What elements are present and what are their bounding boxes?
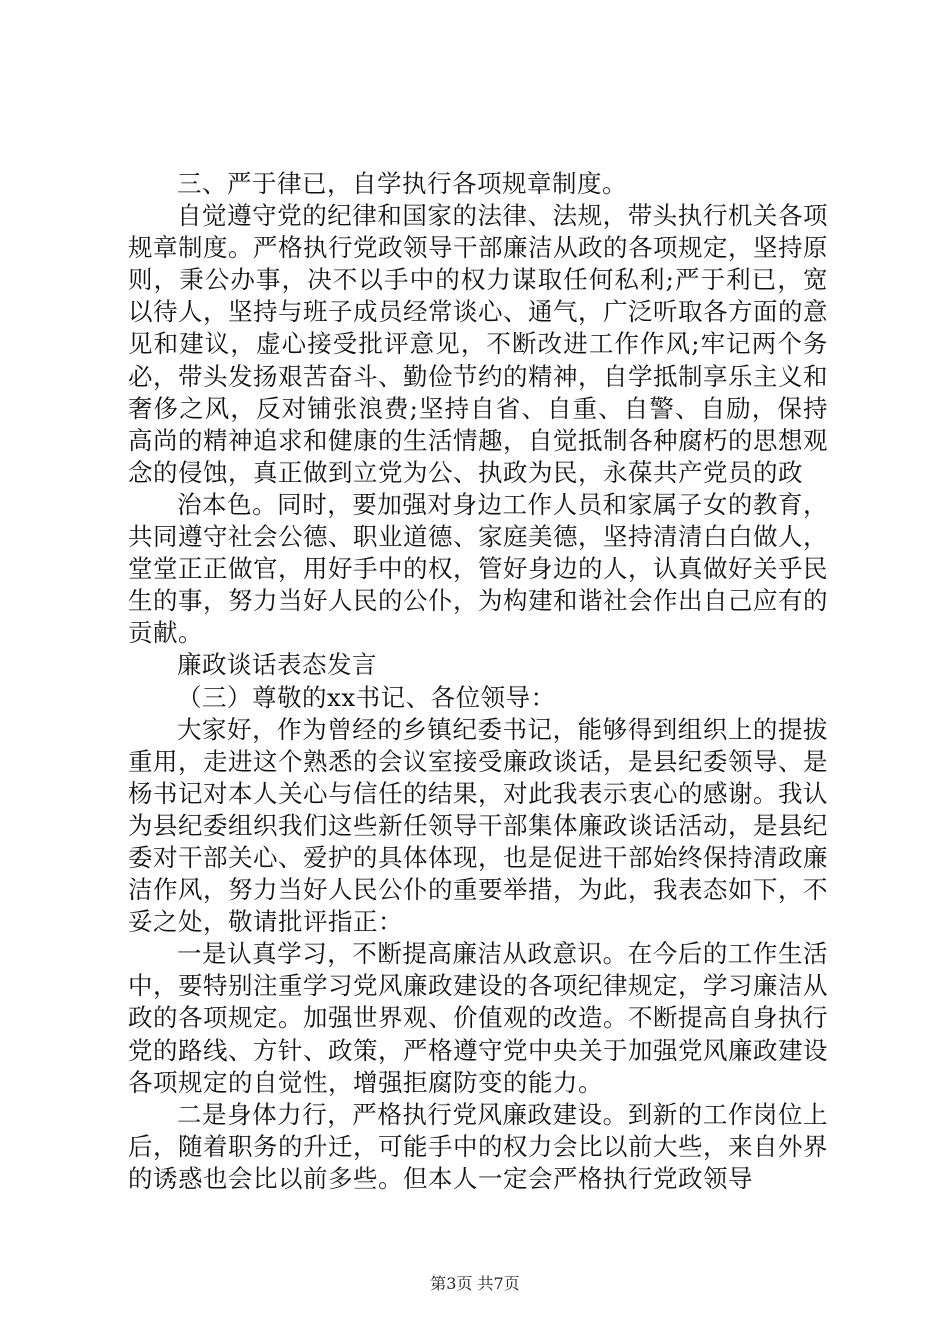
paragraph: 二是身体力行，严格执行党风廉政建设。到新的工作岗位上后，随着职务的升迁，可能手中的权力会比以前大些，来自外界的诱惑也会比以前多些。但本人一定会严格执行党政领导 [128,1099,828,1193]
paragraph: 自觉遵守党的纪律和国家的法律、法规，带头执行机关各项规章制度。严格执行党政领导干部廉洁从政的各项规定，坚持原则，秉公办事，决不以手中的权力谋取任何私利;严于利已，宽以待人，坚持与班子成员经常谈心、通气，广泛听取各方面的意见和建议，虚心接受批评意见，不断改进工作作风;牢记两个务必，带头发扬艰苦奋斗、勤俭节约的精神，自学抵制享乐主义和奢侈之风，反对铺张浪费;坚持自省、自重、自警、自励，保持高尚的精神追求和健康的生活情趣，自觉抵制各种腐朽的思想观念的侵蚀，真正做到立党为公、执政为民，永葆共产党员的政 [128,201,828,487]
paragraph: 一是认真学习，不断提高廉洁从政意识。在今后的工作生活中，要特别注重学习党风廉政建设的各项纪律规定，学习廉洁从政的各项规定。加强世界观、价值观的改造。不断提高自身执行党的路线、方针、政策，严格遵守党中央关于加强党风廉政建设各项规定的自觉性，增强拒腐防变的能力。 [128,939,828,1097]
page-number-footer: 第3页 共7页 [430,1274,520,1293]
document-body [128,168,828,1195]
section-heading: 三、严于律已，自学执行各项规章制度。 [177,169,627,198]
paragraph: 大家好，作为曾经的乡镇纪委书记，能够得到组织上的提拔重用，走进这个熟悉的会议室接受廉政谈话，是县纪委领导、是杨书记对本人关心与信任的结果，对此我表示衷心的感谢。我认为县纪委组织我们这些新任领导干部集体廉政谈话活动，是县纪委对干部关心、爱护的具体体现，也是促进干部始终保持清政廉洁作风，努力当好人民公仆的重要举措，为此，我表态如下，不妥之处，敬请批评指正： [128,714,828,937]
paragraph: 治本色。同时，要加强对身边工作人员和家属子女的教育，共同遵守社会公德、职业道德、家庭美德，坚持清清白白做人，堂堂正正做官，用好手中的权，管好身边的人，认真做好关乎民生的事，努力当好人民的公仆，为构建和谐社会作出自己应有的贡献。 [128,489,828,648]
salutation: （三）尊敬的xx书记、各位领导： [177,682,556,712]
speech-title: 廉政谈话表态发言 [177,650,377,680]
